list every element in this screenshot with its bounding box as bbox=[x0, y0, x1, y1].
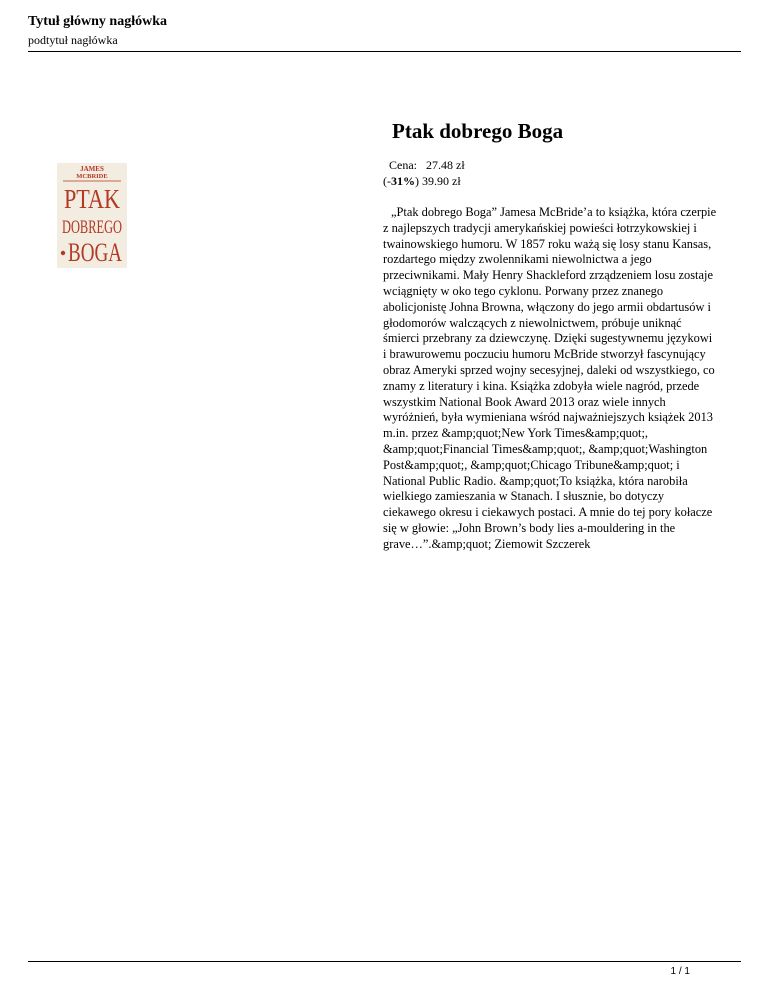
cover-title-line-3: BOGA bbox=[68, 238, 123, 267]
cover-author-line-1: JAMES bbox=[80, 165, 104, 173]
cover-title-line-1: PTAK bbox=[64, 184, 121, 214]
header-subtitle: podtytuł nagłówka bbox=[28, 33, 118, 47]
discount-close: ) bbox=[415, 174, 419, 188]
discount-open: (- bbox=[383, 174, 391, 188]
price-value: 27.48 zł bbox=[426, 158, 465, 172]
book-cover-art bbox=[57, 163, 127, 268]
old-price: 39.90 zł bbox=[422, 174, 461, 188]
cover-author-line-2: MCBRIDE bbox=[76, 173, 108, 180]
header-divider bbox=[28, 51, 741, 52]
discount-percent: 31% bbox=[391, 174, 415, 188]
header-title: Tytuł główny nagłówka bbox=[28, 14, 167, 29]
price-label: Cena: bbox=[389, 158, 417, 172]
price-discount bbox=[383, 173, 461, 189]
book-title: Ptak dobrego Boga bbox=[392, 119, 564, 143]
book-cover-image bbox=[57, 163, 127, 268]
page-number: 1 / 1 bbox=[670, 966, 690, 977]
footer-divider bbox=[28, 961, 741, 962]
book-description: „Ptak dobrego Boga” Jamesa McBride’a to książka, która czerpie z najlepszych tradycji amerykańskiej powieści łotrzykowskiej i twainowskiego humoru. W 1857 roku ważą się losy stanu Kansas, rozdartego między zwolennikami niewolnictwa a jego przeciwnikami. Mały Henry Shackleford zrządzeniem losu zostaje wciągnięty w oko tego cyklonu. Porwany przez znanego abolicjonistę Johna Browna, włączony do jego armii obdartusów i głodomorów walczących z niewolnictwem, próbuje uniknąć śmierci przebrany za dziewczynę. Dzięki sugestywnemu językowi i brawurowemu poczuciu humoru McBride stworzył fascynujący obraz Ameryki sprzed wojny secesyjnej, daleki od wszystkiego, co znamy z literatury i kina. Książka zdobyła wiele nagród, przede wszystkim National Book Award 2013 oraz wiele innych wyróżnień, była wymieniana wśród najważniejszych książek 2013 m.in. przez &amp;quot;New York Times&amp;quot;, &amp;quot;Financial Times&amp;quot;, &amp;quot;Washington Post&amp;quot;, &amp;quot;Chicago Tribune&amp;quot; i National Public Radio. &amp;quot;To książka, która narobiła wielkiego zamieszania w Stanach. I słusznie, bo dotyczy ciekawego okresu i ciekawych postaci. A mnie do tej pory kołacze się w głowie: „John Brown’s body lies a-mouldering in the grave…”.&amp;quot; Ziemowit Szczerek bbox=[383, 205, 717, 551]
price-current bbox=[383, 157, 465, 173]
cover-title-line-2: DOBREGO bbox=[62, 217, 122, 238]
